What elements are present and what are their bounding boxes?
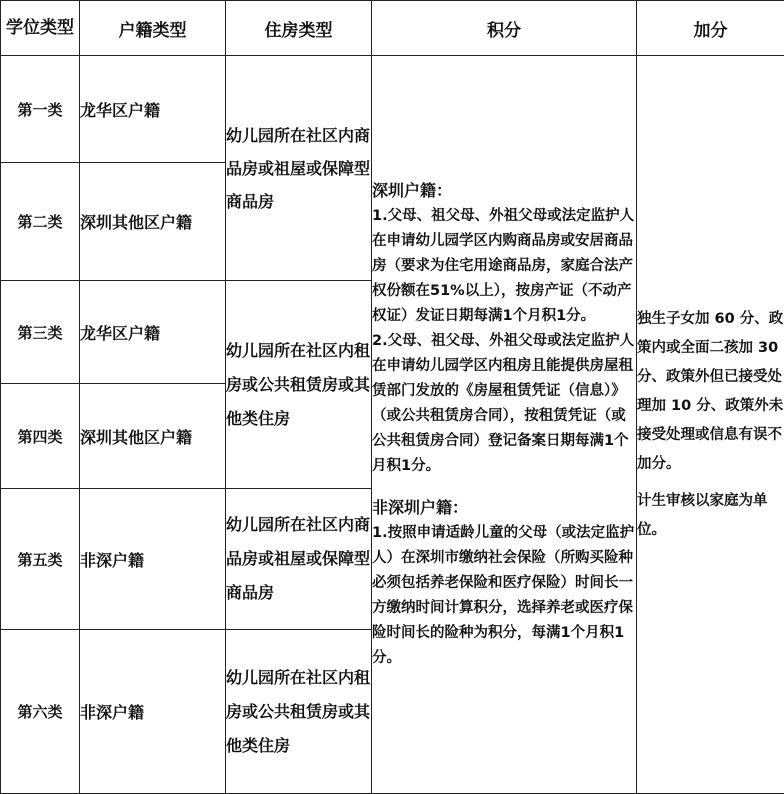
bonus-text-1: 独生子女加 60 分、政策内或全面二孩加 30 分、政策外但已接受处理加 10 分、政策外未接受处理或信息有误不加分。 xyxy=(637,305,784,479)
header-row xyxy=(1,1,784,56)
category-cell: 第二类 xyxy=(1,163,80,281)
category-cell: 第六类 xyxy=(1,630,80,794)
bonus-cell xyxy=(637,56,784,794)
spacer xyxy=(372,479,636,495)
category-cell: 第四类 xyxy=(1,384,80,489)
hukou-cell: 非深户籍 xyxy=(80,489,226,630)
header-housing: 住房类型 xyxy=(226,1,372,56)
housing-cell: 幼儿园所在社区内租房或公共租赁房或其他类住房 xyxy=(226,281,372,489)
housing-cell: 幼儿园所在社区内商品房或祖屋或保障型商品房 xyxy=(226,489,372,630)
housing-cell: 幼儿园所在社区内租房或公共租赁房或其他类住房 xyxy=(226,630,372,794)
hukou-cell: 非深户籍 xyxy=(80,630,226,794)
housing-cell: 幼儿园所在社区内商品房或祖屋或保障型商品房 xyxy=(226,56,372,281)
table-row xyxy=(1,56,784,163)
score-sz-item-1: 1.父母、祖父母、外祖父母或法定监护人在申请幼儿园学区内购商品房或安居商品房（要求为住宅用途商品房，家庭合法产权份额在51%以上），按房产证（不动产权证）发证日期每满1个月积1分。 xyxy=(372,204,636,329)
hukou-cell: 龙华区户籍 xyxy=(80,281,226,384)
score-nsz-title: 非深圳户籍： xyxy=(372,495,636,520)
score-sz-title: 深圳户籍： xyxy=(372,178,636,203)
category-cell: 第三类 xyxy=(1,281,80,384)
header-hukou: 户籍类型 xyxy=(80,1,226,56)
score-cell xyxy=(372,56,637,794)
header-type: 学位类型 xyxy=(1,1,80,56)
score-sz-item-2: 2.父母、祖父母、外祖父母或法定监护人在申请幼儿园学区内租房且能提供房屋租赁部门发放的《房屋租赁凭证（信息）》（或公共租赁房合同），按租赁凭证（或公共租赁房合同）登记备案日期每满1个月积1分。 xyxy=(372,329,636,479)
hukou-cell: 深圳其他区户籍 xyxy=(80,384,226,489)
spacer xyxy=(637,479,784,487)
hukou-cell: 龙华区户籍 xyxy=(80,56,226,163)
score-nsz-item-1: 1.按照申请适龄儿童的父母（或法定监护人）在深圳市缴纳社会保险（所购买险种必须包括养老保险和医疗保险）时间长一方缴纳时间计算积分，选择养老或医疗保险时间长的险种为积分，每满1个月积1分。 xyxy=(372,521,636,671)
header-bonus: 加分 xyxy=(637,1,784,56)
hukou-cell: 深圳其他区户籍 xyxy=(80,163,226,281)
category-cell: 第一类 xyxy=(1,56,80,163)
header-score: 积分 xyxy=(372,1,637,56)
category-cell: 第五类 xyxy=(1,489,80,630)
bonus-text-2: 计生审核以家庭为单位。 xyxy=(637,487,784,545)
